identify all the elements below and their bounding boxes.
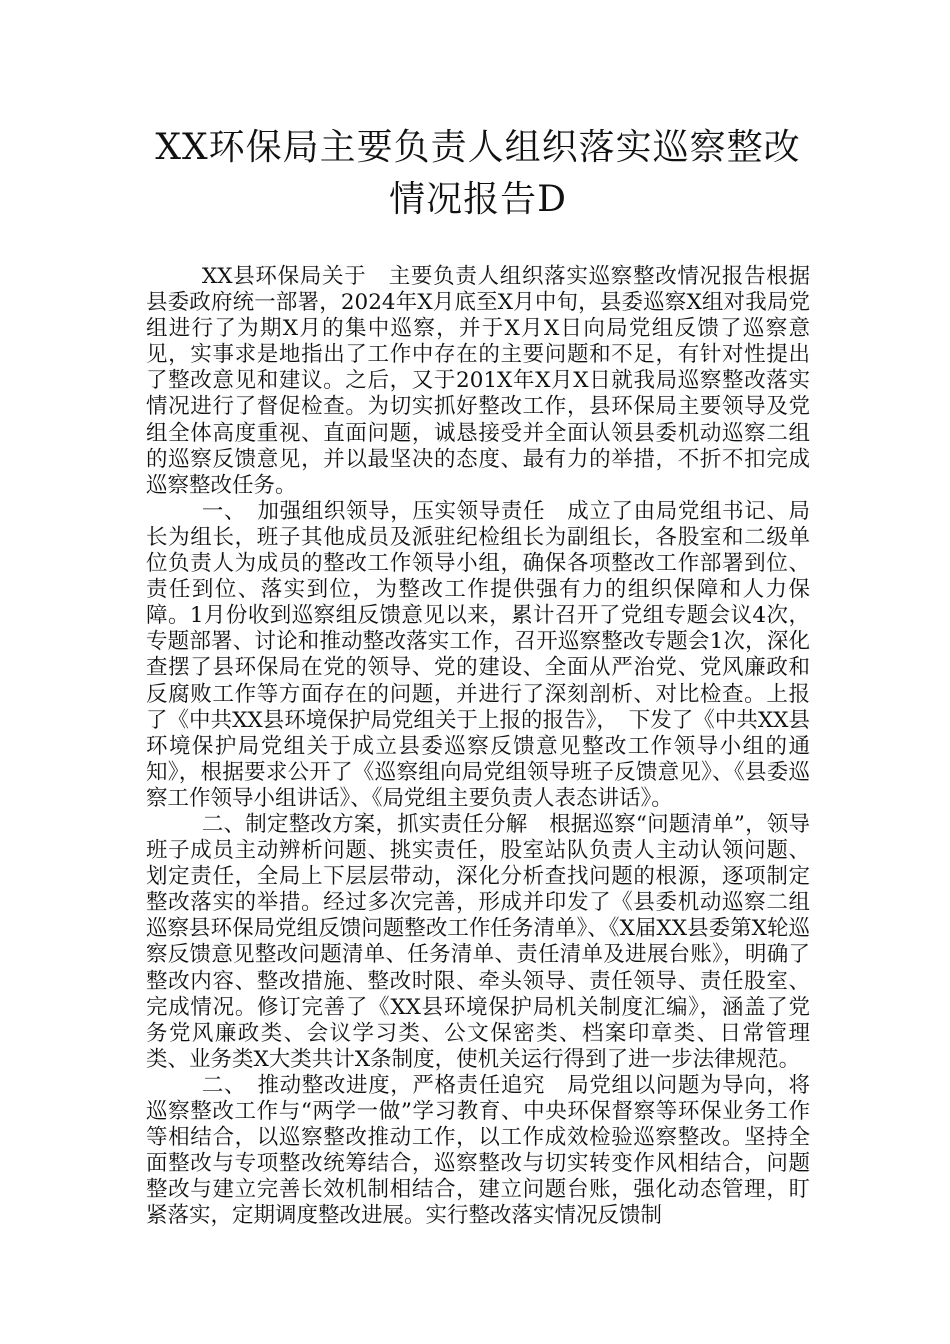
- paragraph-rectification-plan: 二、制定整改方案，抓实责任分解 根据巡察“问题清单”，领导班子成员主动辨析问题、挑实责任，股室站队负责人主动认领问题、划定责任，全局上下层层带动，深化分析查找问题的根源，逐项制定整改落实的举措。经过多次完善，形成并印发了《县委机动巡察二组巡察县环保局党组反馈问题整改工作任务清单》、《X届XX县委第X轮巡察反馈意见整改问题清单、任务清单、责任清单及进展台账》，明确了整改内容、整改措施、整改时限、牵头领导、责任领导、责任股室、完成情况。修订完善了《XX县环境保护局机关制度汇编》，涵盖了党务党风廉政类、会议学习类、公文保密类、档案印章类、日常管理类、业务类X大类共计X条制度，使机关运行得到了进一步法律规范。: [146, 811, 810, 1072]
- paragraph-rectification-progress: 二、 推动整改进度，严格责任追究 局党组以问题为导向，将巡察整改工作与“两学一做”学习教育、中央环保督察等环保业务工作等相结合，以巡察整改推动工作，以工作成效检验巡察整改。坚持全面整改与专项整改统筹结合，巡察整改与切实转变作风相结合，问题整改与建立完善长效机制相结合，建立问题台账，强化动态管理，盯紧落实，定期调度整改进展。实行整改落实情况反馈制: [146, 1072, 810, 1229]
- paragraph-organization-leadership: 一、 加强组织领导，压实领导责任 成立了由局党组书记、局长为组长，班子其他成员及派驻纪检组长为副组长，各股室和二级单位负责人为成员的整改工作领导小组，确保各项整改工作部署到位、责任到位、落实到位，为整改工作提供强有力的组织保障和人力保障。1月份收到巡察组反馈意见以来，累计召开了党组专题会议4次，专题部署、讨论和推动整改落实工作，召开巡察整改专题会1次，深化查摆了县环保局在党的领导、党的建设、全面从严治党、党风廉政和反腐败工作等方面存在的问题，并进行了深刻剖析、对比检查。上报了《中共XX县环境保护局党组关于上报的报告》， 下发了《中共XX县环境保护局党组关于成立县委巡察反馈意见整改工作领导小组的通知》，根据要求公开了《巡察组向局党组领导班子反馈意见》、《县委巡察工作领导小组讲话》、《局党组主要负责人表态讲话》。: [146, 498, 810, 811]
- document-title: XX环保局主要负责人组织落实巡察整改情况报告D: [155, 127, 801, 220]
- paragraph-intro: XX县环保局关于 主要负责人组织落实巡察整改情况报告根据县委政府统一部署，2024年X月底至X月中旬，县委巡察X组对我局党组进行了为期X月的集中巡察，并于X月X日向局党组反馈了巡察意见，实事求是地指出了工作中存在的主要问题和不足，有针对性提出了整改意见和建议。之后，又于201X年X月X日就我局巡察整改落实情况进行了督促检查。为切实抓好整改工作，县环保局主要领导及党组全体高度重视、直面问题，诚恳接受并全面认领县委机动巡察二组的巡察反馈意见，并以最坚决的态度、最有力的举措，不折不扣完成巡察整改任务。: [146, 264, 810, 498]
